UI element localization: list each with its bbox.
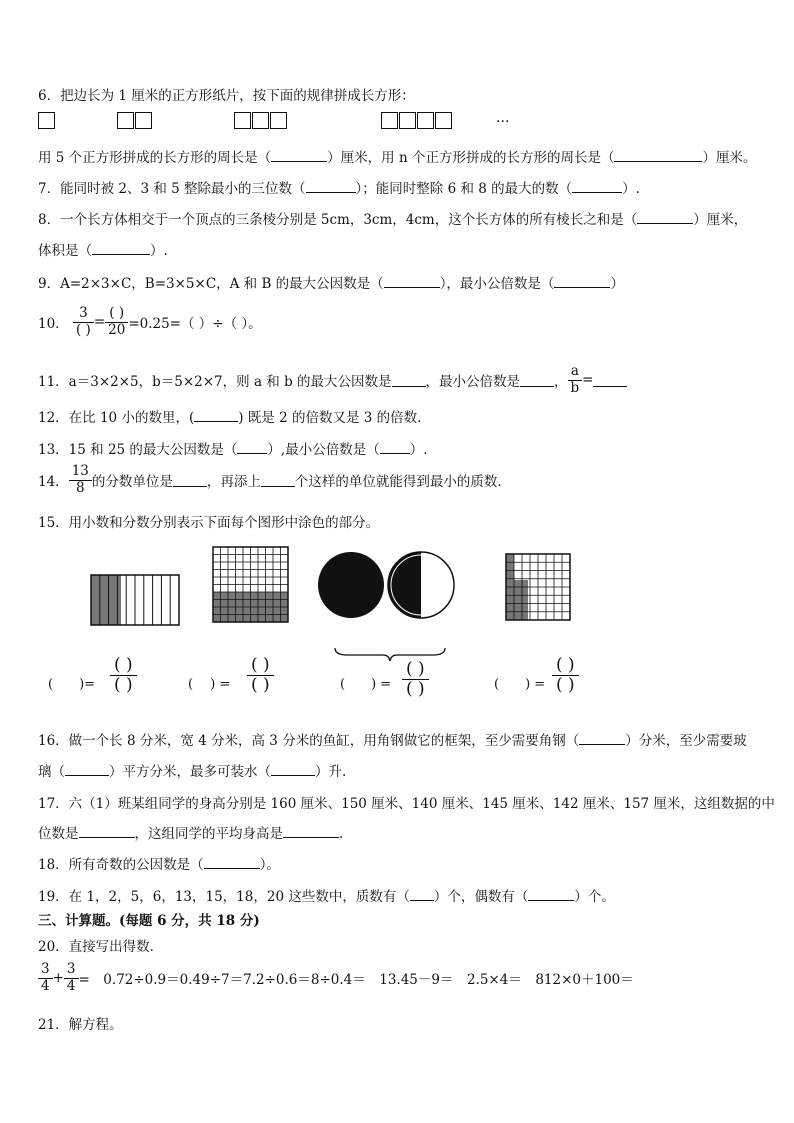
q11: 11．a＝3×2×5，b＝5×2×7，则 a 和 b 的最大公因数是 ，最小公倍数是 ， $\frac{a}{b}$ =: [38, 364, 627, 396]
answer-blank[interactable]: [79, 824, 135, 838]
q9: 9．A=2×3×C，B=3×5×C，A 和 B 的最大公因数是（ ），最小公倍数是（ ）: [38, 276, 624, 292]
q8-line1: 8．一个长方体相交于一个顶点的三条棱分别是 5cm，3cm，4cm，这个长方体的所有棱长之和是（ ）厘米，: [38, 212, 748, 228]
answer-blank[interactable]: [271, 762, 315, 776]
answer-label-1[interactable]: ( )=: [48, 677, 96, 692]
brace-icon: [333, 646, 447, 662]
answer-blank[interactable]: [520, 373, 554, 387]
answer-blank[interactable]: [237, 440, 267, 454]
answer-fraction-1[interactable]: ( ) ( ): [110, 656, 137, 694]
q16-line1: 16．做一个长 8 分米，宽 4 分米，高 3 分米的鱼缸，用角钢做它的框架，至少需要角钢（ ）分米，至少需要玻: [38, 733, 747, 749]
answer-blank[interactable]: [65, 762, 109, 776]
answer-blank[interactable]: [554, 274, 610, 288]
figure-half-circle: [388, 552, 454, 618]
q6-intro: 6．把边长为 1 厘米的正方形纸片，按下面的规律拼成长方形：: [38, 88, 415, 104]
q17-line2: 位数是 ，这组同学的平均身高是 ．: [38, 826, 353, 842]
answer-label-4[interactable]: ( ) =: [494, 677, 546, 692]
answer-blank[interactable]: [572, 179, 622, 193]
q7: 7．能同时被 2、3 和 5 整除最小的三位数（ ）；能同时整除 6 和 8 的最大的数（ ）.: [38, 181, 640, 197]
q13: 13．15 和 25 的最大公因数是（ ）,最小公倍数是（ ）.: [38, 442, 428, 458]
answer-fraction-2[interactable]: ( ) ( ): [247, 656, 274, 694]
answer-blank[interactable]: [593, 373, 627, 387]
answer-blank[interactable]: [380, 440, 410, 454]
pattern-ellipsis: …: [496, 110, 510, 126]
answer-blank[interactable]: [271, 148, 327, 162]
answer-label-2[interactable]: ( ) =: [188, 677, 231, 692]
answer-blank[interactable]: [283, 824, 339, 838]
answer-blank[interactable]: [410, 887, 434, 901]
fraction-13-over-8: $\frac{13}{8}$: [69, 464, 92, 496]
answer-fraction-4[interactable]: ( ) ( ): [552, 656, 579, 694]
q12: 12．在比 10 小的数里，( ) 既是 2 的倍数又是 3 的倍数.: [38, 410, 422, 426]
answer-blank[interactable]: [306, 179, 356, 193]
answer-blank[interactable]: [528, 887, 574, 901]
answer-blank[interactable]: [173, 473, 207, 487]
answer-blank[interactable]: [204, 855, 260, 869]
q20-title: 20．直接写出得数．: [38, 939, 164, 955]
answer-blank[interactable]: [579, 731, 625, 745]
q17-line1: 17．六（1）班某组同学的身高分别是 160 厘米、150 厘米、140 厘米、145 厘米、142 厘米、157 厘米，这组数据的中: [38, 796, 775, 812]
q16-line2: 璃（ ）平方分米，最多可装水（ ）升.: [38, 764, 347, 780]
answer-label-3[interactable]: ( ) =: [340, 677, 392, 692]
answer-blank[interactable]: [637, 210, 693, 224]
q20-expressions: $\frac{3}{4}$ + $\frac{3}{4}$ = 0.72÷0.9＝0.49÷7＝7.2÷0.6＝8÷0.4＝ 13.45－9＝ 2.5×4＝ 812×0＋100＝: [38, 962, 634, 994]
answer-blank[interactable]: [194, 408, 238, 422]
figure-full-circle: [318, 552, 384, 618]
q6-question: 用 5 个正方形拼成的长方形的周长是（ ）厘米，用 n 个正方形拼成的长方形的周长是（ ）厘米。: [38, 150, 757, 166]
q15-intro: 15．用小数和分数分别表示下面每个图形中涂色的部分。: [38, 515, 380, 531]
q14: 14． $\frac{13}{8}$ 的分数单位是 ，再添上 个这样的单位就能得到最小的质数.: [38, 463, 502, 496]
fraction-3-over-4: $\frac{3}{4}$: [38, 962, 53, 994]
figure-strips: [91, 575, 179, 625]
q21-title: 21．解方程。: [38, 1017, 123, 1033]
answer-blank[interactable]: [614, 148, 702, 162]
q8-line2: 体积是（ ）.: [38, 243, 168, 259]
figure-grid-shaded-left: [506, 554, 570, 620]
fraction-3-over-4: $\frac{3}{4}$: [64, 962, 79, 994]
answer-blank[interactable]: [261, 473, 295, 487]
q10: 10． $\frac{3}{( )}$ = $\frac{( )}{20}$ =0.25=（ ）÷（ ）。: [38, 305, 262, 338]
answer-fraction-3[interactable]: ( ) ( ): [402, 660, 429, 698]
answer-blank[interactable]: [384, 274, 440, 288]
q19: 19．在 1，2，5，6，13，15，18，20 这些数中，质数有（ ）个，偶数有（ ）个。: [38, 889, 615, 905]
answer-blank[interactable]: [92, 241, 150, 255]
fraction-3-over-blank: $\frac{3}{( )}$: [73, 306, 94, 338]
fraction-blank-over-20: $\frac{( )}{20}$: [105, 306, 128, 338]
q18: 18．所有奇数的公因数是（ ）。: [38, 857, 280, 873]
shaded-figures: [0, 540, 794, 640]
section-title: 三、计算题。(每题 6 分，共 18 分): [38, 913, 260, 929]
fraction-a-over-b: $\frac{a}{b}$: [568, 364, 583, 396]
answer-blank[interactable]: [392, 373, 426, 387]
figure-hundred-grid: [213, 547, 288, 622]
